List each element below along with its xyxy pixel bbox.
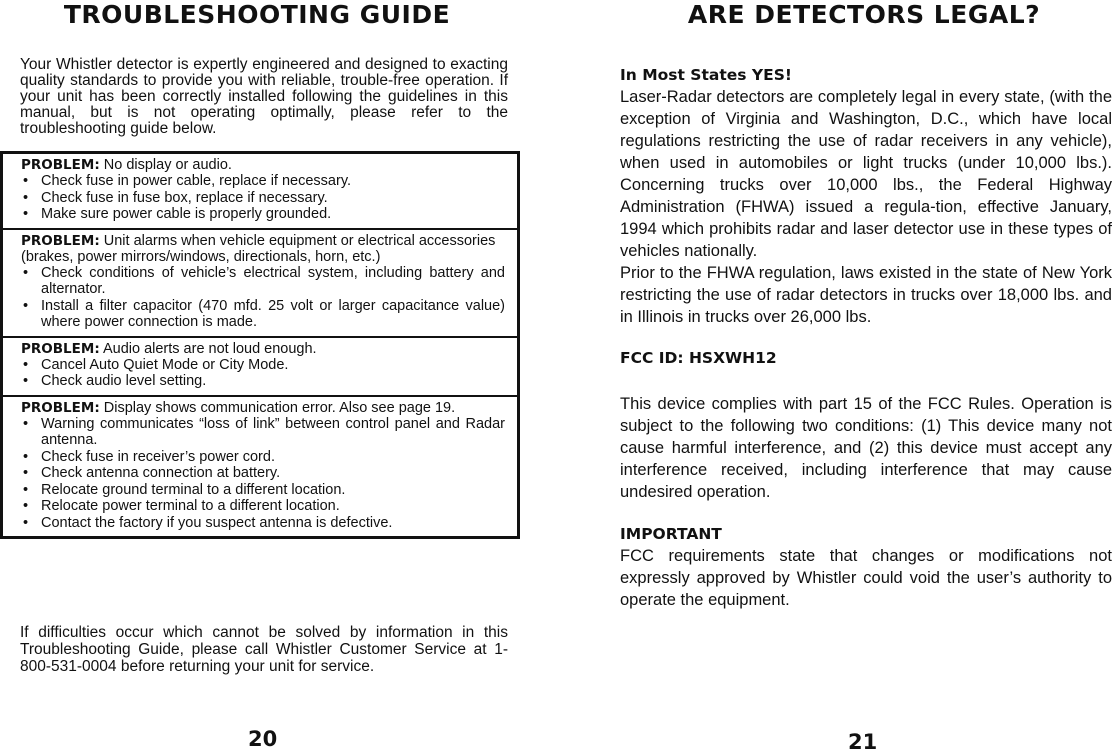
page-number: 20: [248, 727, 278, 751]
legal-section: [620, 64, 1112, 328]
problem-description: Display shows communication error. Also see page 19.: [103, 399, 456, 416]
solution-list: [21, 357, 505, 390]
fcc-compliance-paragraph: This device complies with part 15 of the FCC Rules. Operation is subject to the following two conditions: (1) This device many not cause harmful interference, and (2) this device must accept any interference received, including interference that may cause undesired operation.: [620, 395, 1112, 501]
problem-description: Unit alarms when vehicle equipment or electrical accessories (brakes, power mirrors/windows, directionals, horn, etc.): [21, 232, 496, 265]
solution-step: • Check fuse in fuse box, replace if necessary.: [21, 190, 505, 207]
problem-description: Audio alerts are not loud enough.: [102, 340, 317, 357]
solution-step: • Cancel Auto Quiet Mode or City Mode.: [21, 357, 505, 374]
solution-step: • Check audio level setting.: [21, 373, 505, 390]
troubleshooting-table: [0, 151, 520, 539]
solution-step: • Make sure power cable is properly grounded.: [21, 206, 505, 223]
important-heading: IMPORTANT: [620, 525, 722, 543]
problem-heading: [21, 233, 505, 265]
solution-step: • Check fuse in power cable, replace if necessary.: [21, 173, 505, 190]
solution-step: • Install a filter capacitor (470 mfd. 25 volt or larger capacitance value) where power connection is made.: [21, 298, 505, 331]
important-paragraph: FCC requirements state that changes or modifications not expressly approved by Whistler could void the user’s authority to operate the equipment.: [620, 547, 1112, 609]
page-title: ARE DETECTORS LEGAL?: [687, 0, 1041, 29]
solution-step: • Warning communicates “loss of link” between control panel and Radar antenna.: [21, 416, 505, 449]
legal-paragraph: Laser-Radar detectors are completely legal in every state, (with the exception of Virginia and Washington, D.C., which have local regulations restricting the use of radar receivers in any vehicle), when used in automobiles or light trucks (under 10,000 lbs.). Concerning trucks over 10,000 lbs., the Federal Highway Administration (FHWA) issued a regula-tion, effective January, 1994 which prohibits radar and laser detector use in these types of vehicles nationally.: [620, 88, 1112, 260]
solution-step: • Relocate power terminal to a different location.: [21, 498, 505, 515]
important-section: [620, 523, 1112, 611]
solution-step: • Check antenna connection at battery.: [21, 465, 505, 482]
problem-section: [3, 154, 517, 230]
fcc-compliance-section: [620, 393, 1112, 503]
problem-section: [3, 397, 517, 537]
legal-paragraph: Prior to the FHWA regulation, laws existed in the state of New York restricting the use of radar detectors in trucks over 18,000 lbs. and in Illinois in trucks over 26,000 lbs.: [620, 264, 1112, 326]
page-title: TROUBLESHOOTING GUIDE: [63, 0, 451, 29]
fcc-section: [620, 347, 1112, 369]
intro-paragraph: Your Whistler detector is expertly engineered and designed to exacting quality standards to provide you with reliable, trouble-free operation. If your unit has been correctly installed following the guidelines in this manual, but is not operating optimally, please refer to the troubleshooting guide below.: [20, 56, 508, 137]
problem-label: PROBLEM:: [21, 340, 100, 357]
problem-label: PROBLEM:: [21, 232, 100, 249]
problem-description: No display or audio.: [103, 157, 232, 173]
solution-step: • Contact the factory if you suspect antenna is defective.: [21, 515, 505, 532]
left-page: [0, 0, 526, 751]
problem-heading: [21, 400, 505, 416]
solution-list: [21, 416, 505, 532]
fcc-id: FCC ID: HSXWH12: [620, 349, 777, 367]
problem-label: PROBLEM:: [21, 157, 100, 173]
problem-label: PROBLEM:: [21, 399, 100, 416]
page-number: 21: [848, 730, 878, 754]
problem-section: [3, 230, 517, 338]
right-page: [616, 0, 1112, 754]
solution-step: • Check fuse in receiver’s power cord.: [21, 449, 505, 466]
solution-step: • Relocate ground terminal to a different location.: [21, 482, 505, 499]
solution-step: • Check conditions of vehicle’s electrical system, including battery and alternator.: [21, 265, 505, 298]
problem-heading: [21, 157, 505, 173]
customer-service-note: If difficulties occur which cannot be solved by information in this Troubleshooting Guide, please call Whistler Customer Service at 1-800-531-0004 before returning your unit for service.: [20, 624, 508, 675]
problem-section: [3, 338, 517, 397]
legal-heading: In Most States YES!: [620, 66, 792, 84]
solution-list: [21, 265, 505, 331]
solution-list: [21, 173, 505, 223]
problem-heading: [21, 341, 505, 357]
